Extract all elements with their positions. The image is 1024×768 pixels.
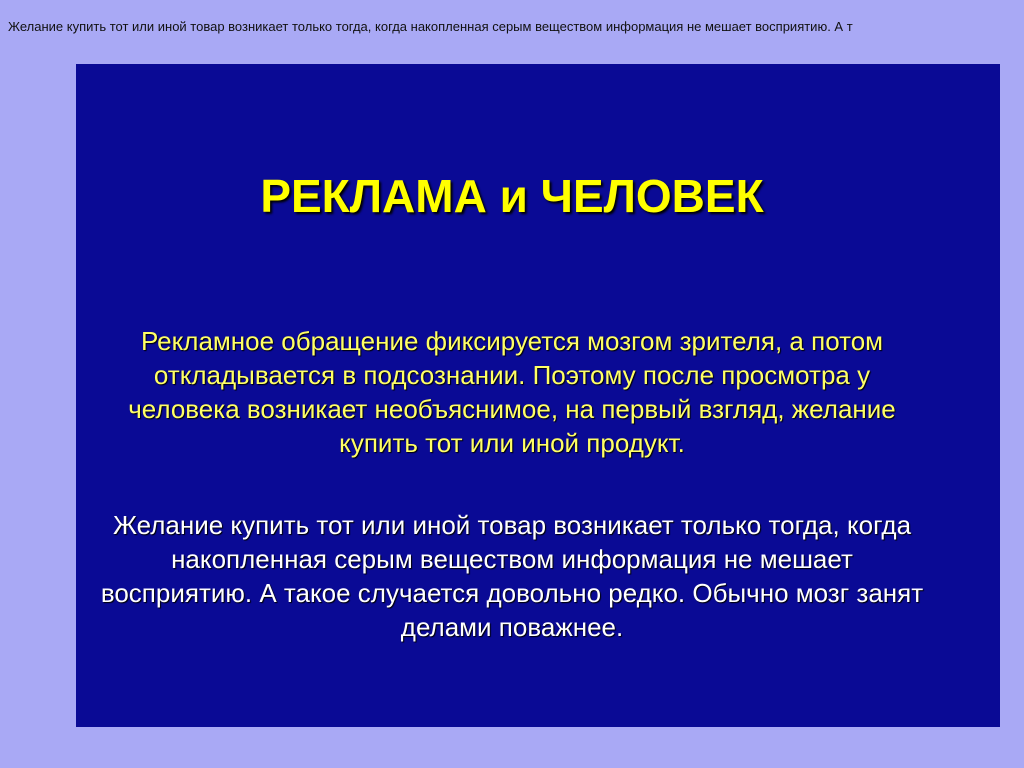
paragraph-line: делами поважнее.	[400, 612, 624, 642]
paragraph-line: купить тот или иной продукт.	[339, 428, 685, 458]
paragraph-advertising-memory	[0, 324, 1024, 460]
paragraph-line: накопленная серым веществом информация не мешает	[171, 544, 853, 574]
slide-title: РЕКЛАМА и ЧЕЛОВЕК	[260, 170, 764, 222]
paragraph-line: человека возникает необъяснимое, на первый взгляд, желание	[128, 394, 896, 424]
paragraph-line: восприятию. А такое случается довольно редко. Обычно мозг занят	[100, 578, 924, 608]
paragraph-line: Рекламное обращение фиксируется мозгом зрителя, а потом	[140, 326, 884, 356]
paragraph-line: Желание купить тот или иной товар возникает только тогда, когда	[112, 510, 912, 540]
page-caption: Желание купить тот или иной товар возникает только тогда, когда накопленная серым веществом информация не мешает восприятию. А т	[8, 19, 853, 34]
paragraph-line: откладывается в подсознании. Поэтому после просмотра у	[153, 360, 871, 390]
paragraph-desire-to-buy	[0, 508, 1024, 644]
